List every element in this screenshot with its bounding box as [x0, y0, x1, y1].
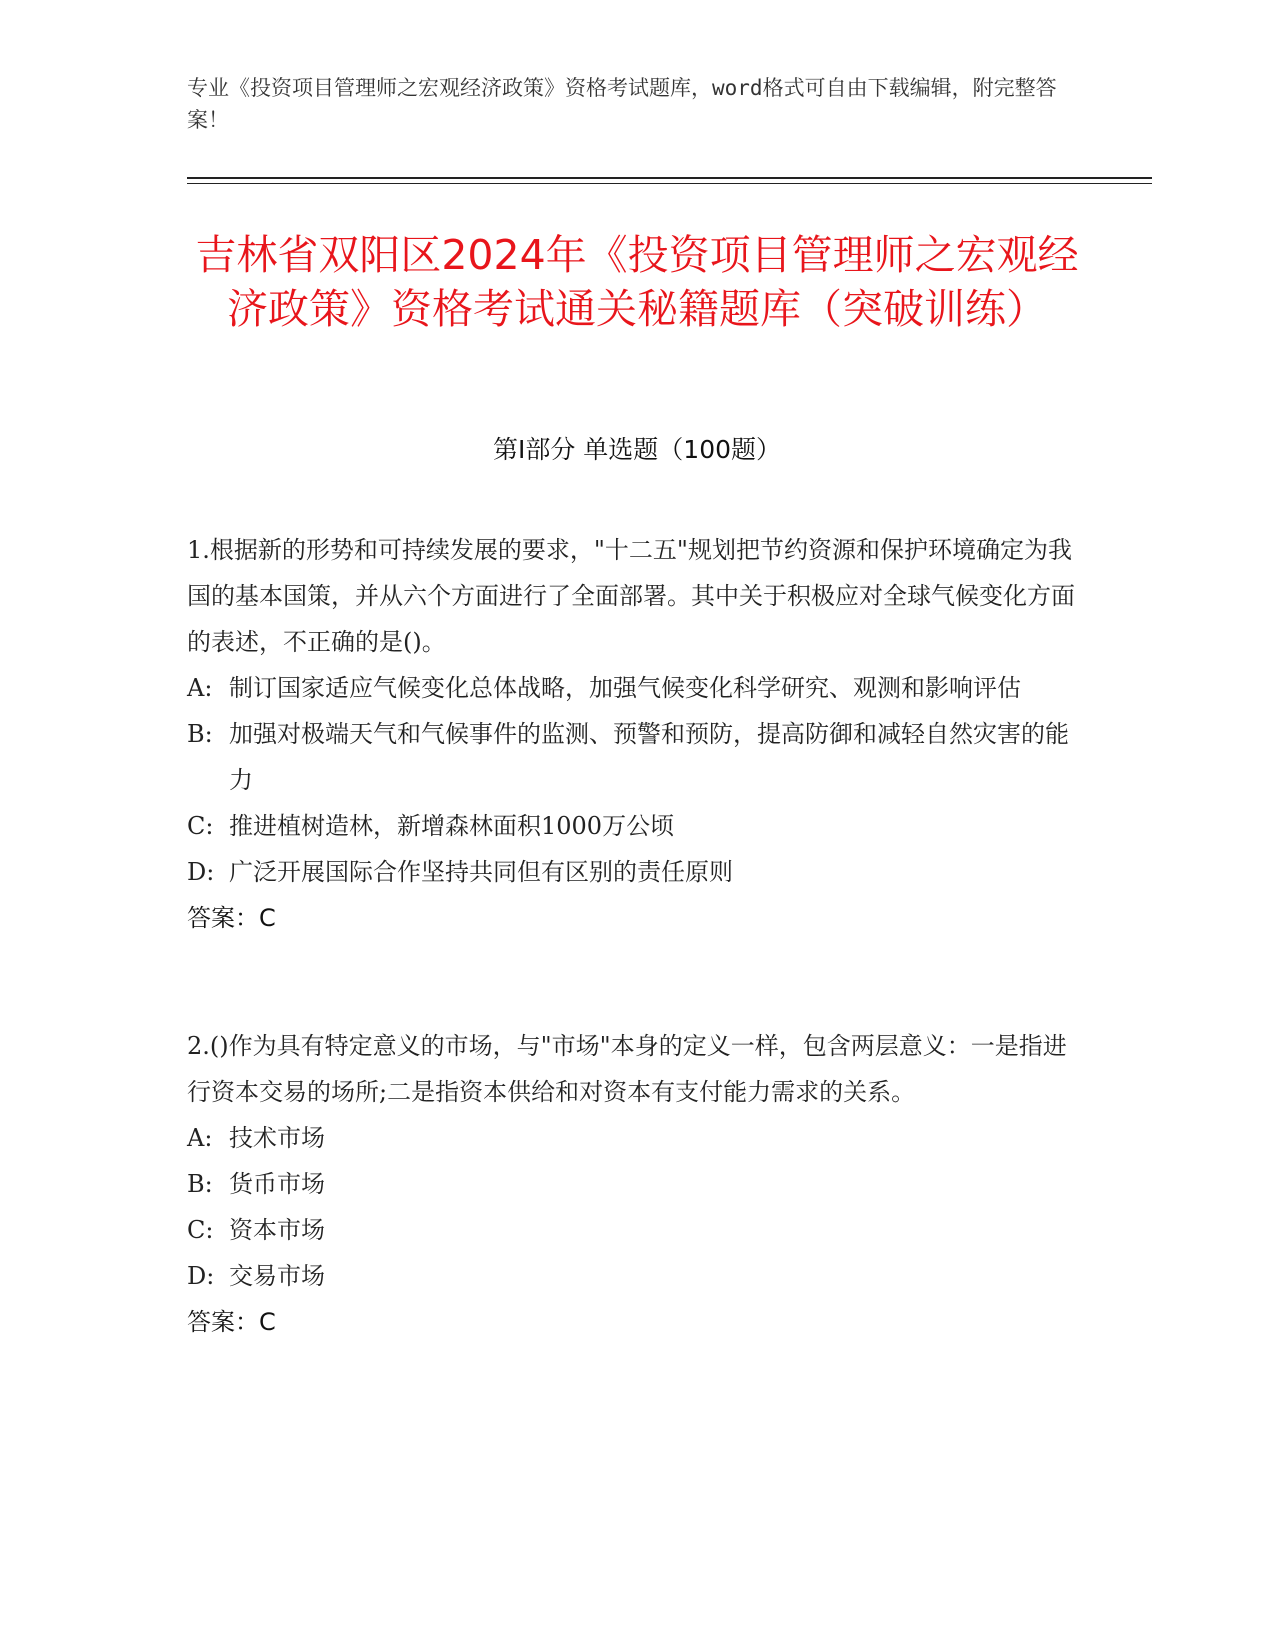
option-d — [187, 849, 1077, 895]
option-letter: C: — [187, 1216, 214, 1244]
option-text: 资本市场 — [229, 1216, 325, 1244]
question-1 — [187, 527, 1077, 941]
option-text: 技术市场 — [229, 1124, 325, 1152]
option-letter: C: — [187, 812, 214, 840]
header-divider-thin — [187, 183, 1152, 184]
option-b — [187, 1161, 1077, 1207]
option-letter: A: — [187, 1124, 213, 1152]
option-b — [187, 711, 1077, 803]
option-text: 广泛开展国际合作坚持共同但有区别的责任原则 — [229, 858, 733, 886]
answer: 答案：C — [187, 1308, 276, 1336]
option-letter: B: — [187, 720, 213, 748]
option-d — [187, 1253, 1077, 1299]
question-stem: 2.()作为具有特定意义的市场，与"市场"本身的定义一样，包含两层意义：一是指进行资本交易的场所;二是指资本供给和对资本有支付能力需求的关系。 — [187, 1032, 1067, 1106]
option-letter: A: — [187, 674, 213, 702]
option-letter: D: — [187, 858, 215, 886]
question-stem: 1.根据新的形势和可持续发展的要求，"十二五"规划把节约资源和保护环境确定为我国的基本国策，并从六个方面进行了全面部署。其中关于积极应对全球气候变化方面的表述，不正确的是()。 — [187, 536, 1075, 656]
header-note: 专业《投资项目管理师之宏观经济政策》资格考试题库，word格式可自由下载编辑，附完整答案！ — [187, 76, 1057, 132]
option-text: 货币市场 — [229, 1170, 325, 1198]
option-letter: D: — [187, 1262, 215, 1290]
answer: 答案：C — [187, 904, 276, 932]
question-2 — [187, 1023, 1077, 1345]
document-title: 吉林省双阳区2024年《投资项目管理师之宏观经济政策》资格考试通关秘籍题库（突破训练） — [195, 231, 1079, 333]
option-text: 加强对极端天气和气候事件的监测、预警和预防，提高防御和减轻自然灾害的能力 — [229, 720, 1069, 794]
option-text: 制订国家适应气候变化总体战略，加强气候变化科学研究、观测和影响评估 — [229, 674, 1021, 702]
option-letter: B: — [187, 1170, 213, 1198]
option-a — [187, 1115, 1077, 1161]
option-text: 推进植树造林，新增森林面积1000万公顷 — [229, 812, 675, 840]
section-title: 第Ⅰ部分 单选题（100题） — [492, 435, 782, 464]
option-a — [187, 665, 1077, 711]
option-c — [187, 1207, 1077, 1253]
option-text: 交易市场 — [229, 1262, 325, 1290]
option-c — [187, 803, 1077, 849]
header-divider-thick — [187, 177, 1152, 179]
